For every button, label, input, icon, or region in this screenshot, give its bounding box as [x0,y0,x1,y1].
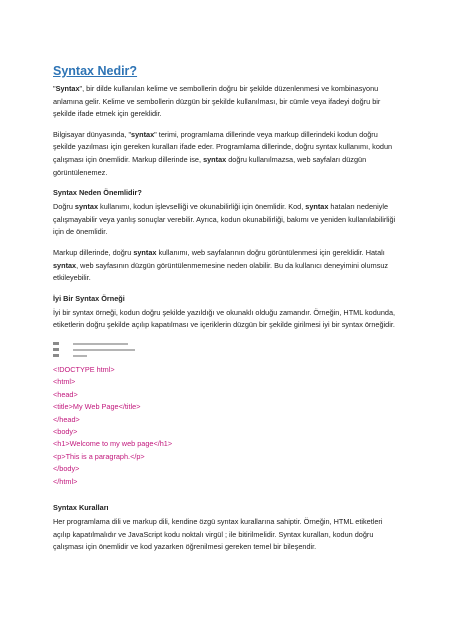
bold-term: syntax [53,260,77,270]
paragraph-markup [53,247,401,285]
document-title: Syntax Nedir? [53,64,138,78]
text-span: " terimi, programlama dillerinde veya markup dillerindeki kodun doğru şekilde yazılması için gereken kuralları ifade eder. Programlama dillerinde, doğru syntax kullanımı, kodun çalışması için önemlidir. Markup dillerinde ise, [53,129,393,164]
paragraph-computer-world [53,129,401,179]
text-span: kullanımı, web sayfalarının doğru görüntülenmesi için gereklidir. Hatalı [156,247,385,257]
code-line: <body> [53,426,78,436]
code-line: </html> [53,476,78,486]
text-span: kullanımı, kodun işlevselliği ve okunabilirliği için önemlidir. Kod, [98,202,306,212]
text-span: " [53,84,56,93]
text-span: doğru kullanılmazsa, web sayfaları düzgün görüntülenemez. [53,154,367,177]
heading-why-important: Syntax Neden Önemlidir? [53,188,142,198]
text-span: ", bir dilde kullanılan kelime ve sembollerin doğru bir şekilde düzenlenmesi ve kombinasyonu anlamına gelir. Kelime ve sembollerin düzgün bir şekilde kullanılması, bir cümle veya ifadeyi doğru bir şekilde ifade etmek için gereklidir. [53,84,381,119]
code-line: <h1>Welcome to my web page</h1> [53,439,173,449]
code-line: <!DOCTYPE html> [53,364,115,374]
text-span: hataları nedeniyle çalışmayabilir veya yanlış sonuçlar verebilir. Ayrıca, kodun okunabilirliği, bakımı ve yeniden kullanılabilirliği için de önemlidir. [53,202,396,237]
paragraph-importance [53,201,401,239]
code-line: <p>This is a paragraph.</p> [53,451,145,461]
heading-good-example: İyi Bir Syntax Örneği [53,293,125,303]
bold-term: syntax [305,202,329,212]
bold-term: syntax [131,129,155,139]
paragraph-good-example: İyi bir syntax örneği, kodun doğru şekilde yazıldığı ve okunaklı olduğu zamandır. Örneğin, HTML kodunda, etiketlerin doğru şekilde açılıp kapatılması ve içeriklerin düzgün bir şekilde girilmesi iyi bir syntax örneğidir. [53,307,396,330]
code-line: <head> [53,389,78,399]
code-line: <title>My Web Page</title> [53,402,141,412]
document-content [53,64,401,562]
bold-term: syntax [74,202,99,212]
paragraph-definition [53,83,401,121]
text-span: Doğru [53,202,75,212]
text-span: Bilgisayar dünyasında, " [53,129,132,139]
paragraph-syntax-rules: Her programlama dili ve markup dili, kendine özgü syntax kurallarına sahiptir. Örneğin, HTML etiketleri açılıp kapatılmalıdır ve JavaScript kodu noktalı virgül ; ile bitirilmelidir. Syntax kuralları, kodun doğru çalışması için önemlidir ve kod yazarken öğrenilmesi gereken temel bir bileşendir. [53,516,383,552]
code-thumbnail-image [53,340,401,358]
code-line: </body> [53,464,80,474]
bold-term: syntax [133,247,157,257]
bold-term: syntax [203,154,227,164]
bold-term: Syntax [55,84,80,93]
code-block [53,364,401,488]
text-span: , web sayfasının düzgün görüntülenmemesine neden olabilir. Bu da kullanıcı deneyimini olumsuz etkileyebilir. [53,260,389,283]
text-span: Markup dillerinde, doğru [53,247,134,257]
heading-syntax-rules: Syntax Kuralları [53,502,109,512]
code-line: <html> [53,377,76,387]
code-line: </head> [53,414,80,424]
